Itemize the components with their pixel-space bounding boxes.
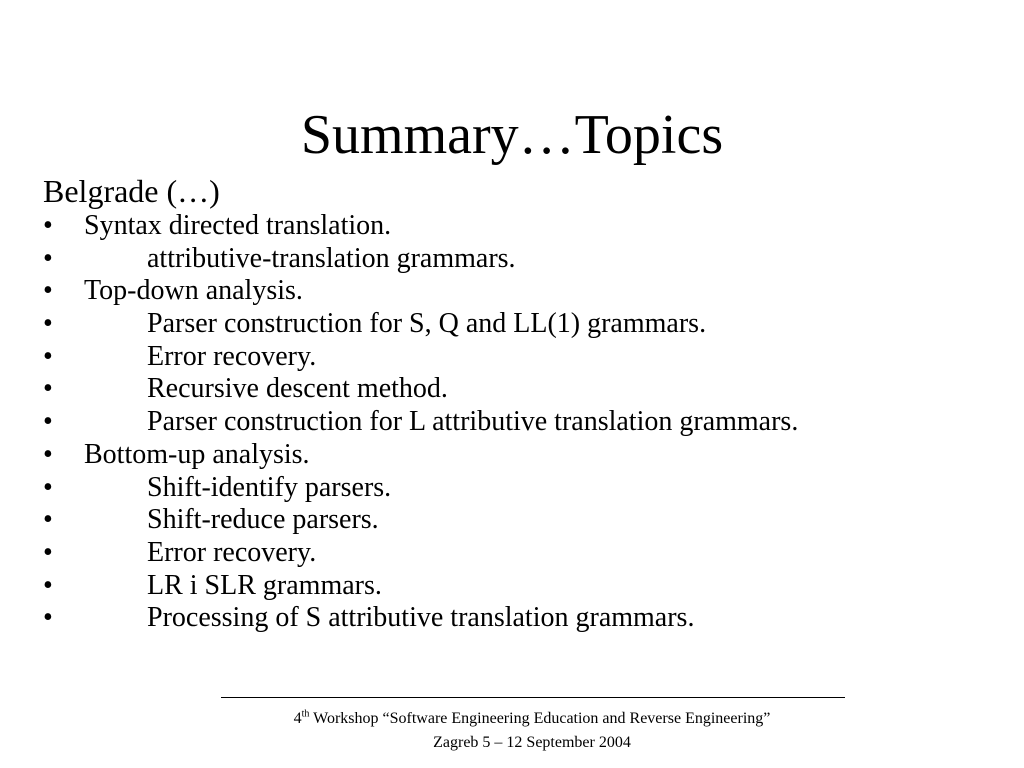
topic-item-text: Error recovery. xyxy=(147,340,317,372)
topic-item-text: Parser construction for S, Q and LL(1) grammars. xyxy=(147,308,707,340)
topic-item-text: Processing of S attributive translation grammars. xyxy=(147,602,695,634)
topic-item-text: Shift-identify parsers. xyxy=(147,471,392,503)
topic-item-text: Bottom-up analysis. xyxy=(84,438,310,470)
bullet-icon: • xyxy=(43,373,53,405)
topic-item-text: Top-down analysis. xyxy=(84,275,303,307)
topic-item-text: Parser construction for L attributive translation grammars. xyxy=(147,406,799,438)
topic-item-text: Syntax directed translation. xyxy=(84,210,392,241)
bullet-icon: • xyxy=(43,242,53,274)
bullet-icon: • xyxy=(43,210,53,241)
section-heading: Belgrade (…) xyxy=(43,173,220,209)
footer-location-dates: Zagreb 5 – 12 September 2004 xyxy=(433,734,631,751)
topic-item-text: Recursive descent method. xyxy=(147,373,448,405)
topic-item-text: Shift-reduce parsers. xyxy=(147,504,379,536)
bullet-icon: • xyxy=(43,471,53,503)
footer-workshop-title: Workshop “Software Engineering Education and Reverse Engineering” xyxy=(309,710,771,727)
footer-divider xyxy=(221,697,845,698)
footer-ordinal-suffix: th xyxy=(301,708,310,720)
bullet-icon: • xyxy=(43,308,53,340)
bullet-icon: • xyxy=(43,569,53,601)
bullet-icon: • xyxy=(43,504,53,536)
bullet-icon: • xyxy=(43,340,53,372)
topic-item-text: attributive-translation grammars. xyxy=(147,242,516,274)
bullet-icon: • xyxy=(43,602,53,634)
slide-title: Summary…Topics xyxy=(300,104,724,166)
footer-ordinal-number: 4 xyxy=(293,710,302,727)
bullet-icon: • xyxy=(43,438,53,470)
footer-workshop-line xyxy=(0,707,1024,731)
bullet-icon: • xyxy=(43,536,53,568)
bullet-icon: • xyxy=(43,406,53,438)
bullet-icon: • xyxy=(43,275,53,307)
topic-item-text: Error recovery. xyxy=(147,536,317,568)
footer xyxy=(0,707,1024,755)
topic-item-text: LR i SLR grammars. xyxy=(147,569,382,601)
